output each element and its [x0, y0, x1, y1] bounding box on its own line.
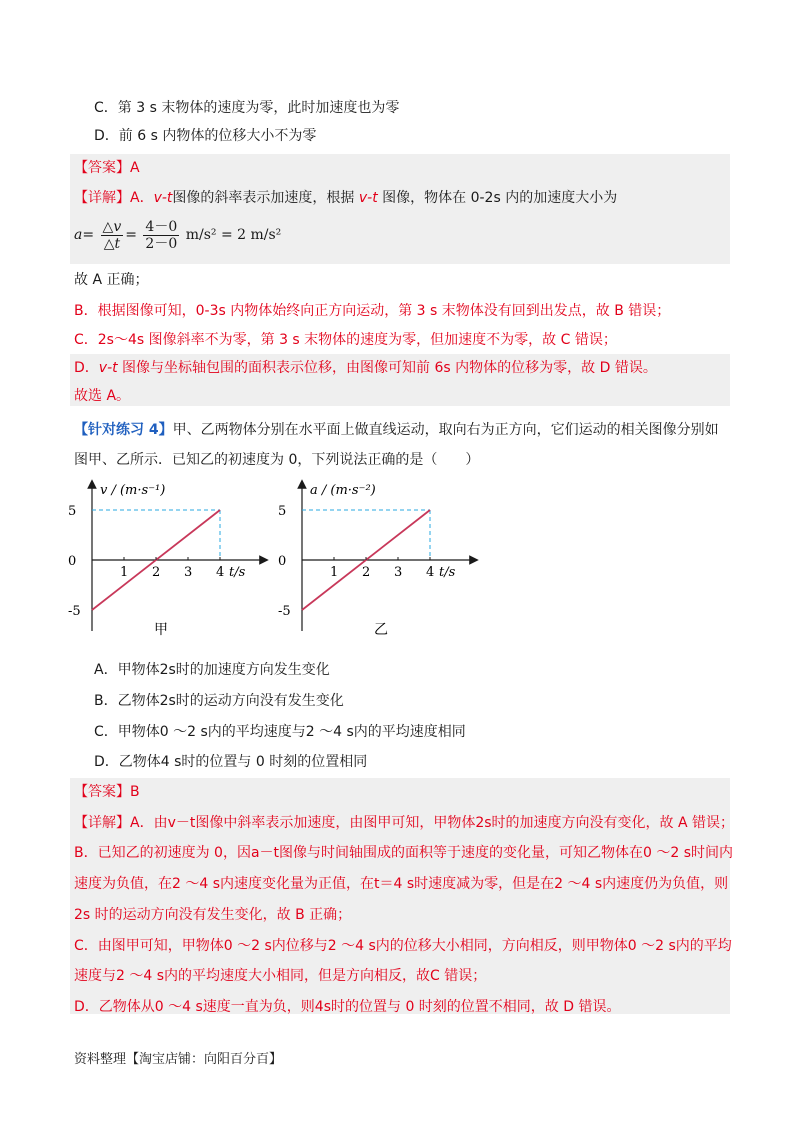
detail-line-7: D．乙物体从0 ～4 s速度一直为负，则4s时的位置与 0 时刻的位置不相同，故 D 错误。	[74, 999, 621, 1015]
y-tick-label: 0	[278, 554, 287, 569]
prev-line-b: B．根据图像可知，0-3s 内物体始终向正方向运动，第 3 s 末物体没有回到出发点，故 B 错误；	[74, 303, 671, 319]
fraction-dv-dt: $\frac{\triangle v}{\triangle t}$	[102, 218, 122, 252]
answer-line	[74, 782, 140, 802]
option-a: A．甲物体2s时的加速度方向发生变化	[94, 662, 330, 678]
detail-a-prefix: A．	[130, 190, 154, 206]
prev-answer-line	[74, 158, 140, 178]
formula-lhs: a	[74, 227, 83, 243]
answer-tag: 【答案】	[74, 784, 130, 800]
formula-eq: =	[82, 227, 95, 243]
x-axis-label: t/s	[229, 565, 246, 580]
y-tick-label: -5	[278, 604, 291, 619]
dashed-guides	[92, 510, 220, 560]
formula-eq: =	[125, 227, 137, 243]
question-tag: 【针对练习 4】	[74, 422, 173, 438]
option-c: C．甲物体0 ～2 s内的平均速度与2 ～4 s内的平均速度相同	[94, 724, 466, 740]
dashed-guides	[302, 510, 430, 560]
y-tick-label: 5	[68, 504, 77, 519]
detail-line-1: 【详解】A．由v－t图像中斜率表示加速度，由图甲可知，甲物体2s时的加速度方向没有变化，故 A 错误；	[74, 815, 735, 831]
footer-source: 资料整理【淘宝店铺：向阳百分百】	[74, 1052, 283, 1067]
answer-value: B	[130, 784, 140, 800]
graph-yi	[274, 476, 494, 646]
y-axis-label: v / (m·s⁻¹)	[100, 483, 166, 498]
vt-term: v-t	[153, 190, 173, 206]
prev-option-c: C．第 3 s 末物体的速度为零，此时加速度也为零	[94, 100, 400, 116]
prev-line-a-correct: 故 A 正确；	[74, 272, 149, 288]
x-tick-label: 2	[152, 565, 161, 580]
detail-a-mid: 图像的斜率表示加速度，根据	[172, 190, 359, 206]
x-tick-label: 1	[120, 565, 129, 580]
y-tick-label: -5	[68, 604, 81, 619]
y-tick-label: 0	[68, 554, 77, 569]
detail-tag: 【详解】	[74, 190, 130, 206]
question-stem-1: 【针对练习 4】甲、乙两物体分别在水平面上做直线运动，取向右为正方向，它们运动的相关图像分别如	[74, 422, 719, 438]
x-tick-label: 2	[362, 565, 371, 580]
prev-option-d: D．前 6 s 内物体的位移大小不为零	[94, 128, 317, 144]
answer-tag: 【答案】	[74, 160, 130, 176]
detail-line-4: 2s 时的运动方向没有发生变化，故 B 正确；	[74, 907, 352, 923]
fraction-values: $\frac{4-0}{2-0}$	[145, 218, 178, 252]
graph-caption: 乙	[374, 622, 388, 638]
detail-line-5: C．由图甲可知，甲物体0 ～2 s内位移与2 ～4 s内的位移大小相同，方向相反，则甲物体0 ～2 s内的平均	[74, 938, 732, 954]
prev-detail-a	[74, 188, 617, 208]
formula-unit: m/s² = 2 m/s²	[185, 227, 282, 243]
detail-line-6: 速度与2 ～4 s内的平均速度大小相同，但是方向相反，故C 错误；	[74, 968, 487, 984]
graph-jia	[64, 476, 287, 646]
detail-tag: 【详解】	[74, 815, 130, 831]
prev-line-c: C．2s～4s 图像斜率不为零，第 3 s 末物体的速度为零，但加速度不为零，故 C 错误；	[74, 332, 617, 348]
x-tick-label: 3	[184, 565, 193, 580]
x-tick-label: 1	[330, 565, 339, 580]
y-axis-label: a / (m·s⁻²)	[310, 483, 376, 498]
prev-line-choose: 故选 A。	[74, 388, 131, 404]
question-stem-2: 图甲、乙所示．已知乙的初速度为 0，下列说法正确的是（ ）	[74, 452, 480, 468]
y-tick-label: 5	[278, 504, 287, 519]
detail-a-suffix: 图像，物体在 0-2s 内的加速度大小为	[377, 190, 618, 206]
vt-term: v-t	[358, 190, 378, 206]
x-tick-label: 3	[394, 565, 403, 580]
option-d: D．乙物体4 s时的位置与 0 时刻的位置相同	[94, 754, 368, 770]
prev-line-d: D．v-t 图像与坐标轴包围的面积表示位移，由图像可知前 6s 内物体的位移为零，故 D 错误。	[74, 360, 657, 376]
x-tick-label: 4	[216, 565, 225, 580]
x-axis-label: t/s	[439, 565, 456, 580]
graph-caption: 甲	[154, 622, 168, 638]
answer-value: A	[130, 160, 140, 176]
option-b: B．乙物体2s时的运动方向没有发生变化	[94, 693, 344, 709]
x-tick-label: 4	[426, 565, 435, 580]
detail-line-3: 速度为负值，在2 ～4 s内速度变化量为正值，在t＝4 s时速度减为零，但是在2 ～4 s内速度仍为负值，则	[74, 876, 729, 892]
acceleration-formula	[74, 217, 281, 253]
detail-line-2: B．已知乙的初速度为 0，因a－t图像与时间轴围成的面积等于速度的变化量，可知乙物体在0 ～2 s时间内	[74, 845, 734, 861]
